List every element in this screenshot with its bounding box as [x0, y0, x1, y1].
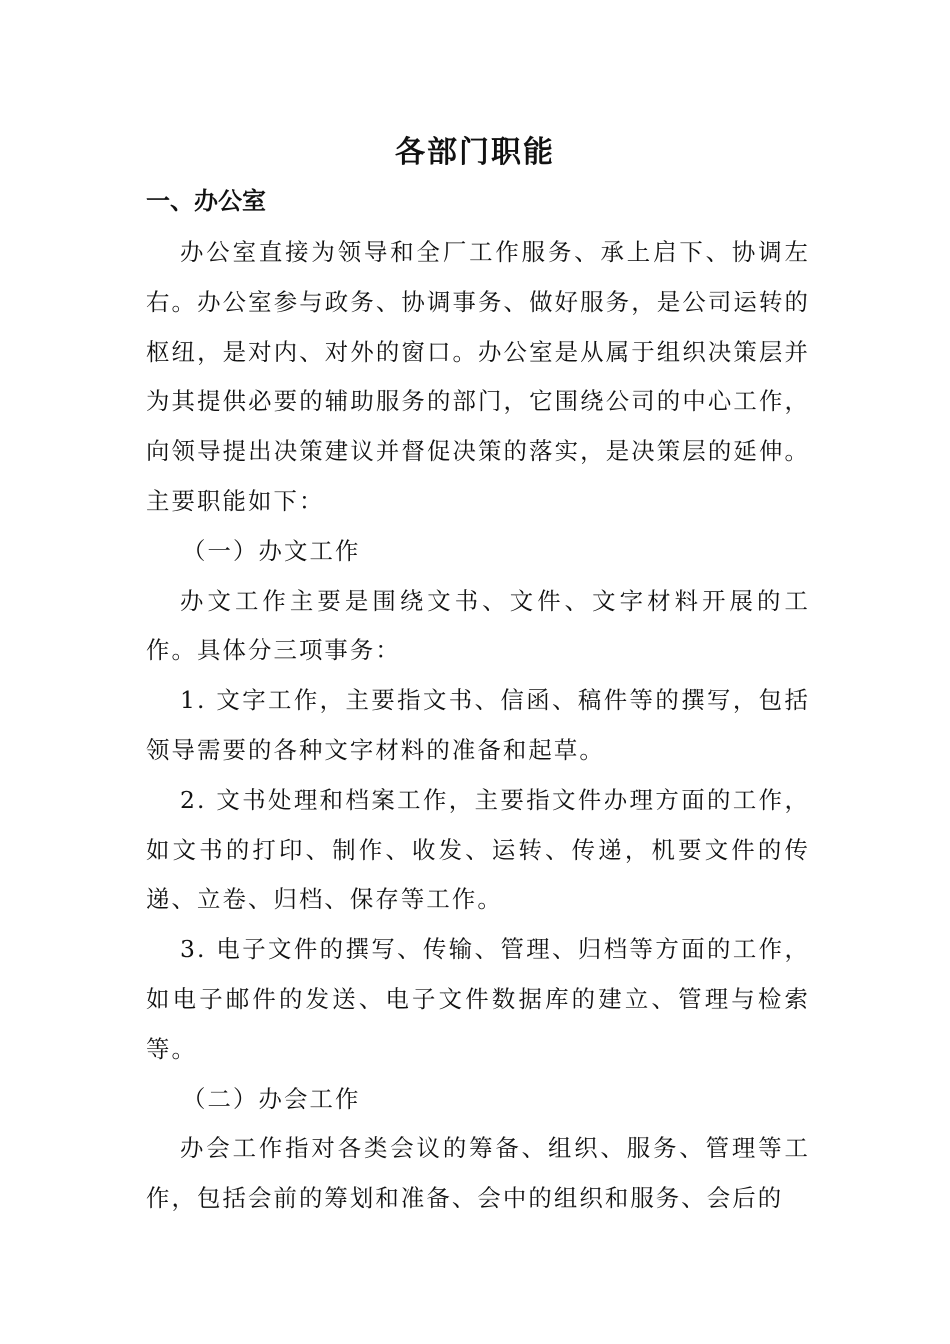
paragraph-meeting-work: 办会工作指对各类会议的筹备、组织、服务、管理等工作，包括会前的筹划和准备、会中的组织和服务、会后的	[146, 1134, 810, 1213]
paragraph-intro: 办公室直接为领导和全厂工作服务、承上启下、协调左右。办公室参与政务、协调事务、做好服务，是公司运转的枢纽，是对内、对外的窗口。办公室是从属于组织决策层并为其提供必要的辅助服务的部门，它围绕公司的中心工作，向领导提出决策建议并督促决策的落实，是决策层的延伸。主要职能如下：	[146, 238, 810, 515]
document-body	[146, 228, 810, 1224]
paragraph-document-work: 办文工作主要是围绕文书、文件、文字材料开展的工作。具体分三项事务：	[146, 586, 810, 665]
subheading-meeting-work: （二）办会工作	[182, 1084, 361, 1113]
list-item-2: 2. 文书处理和档案工作，主要指文件办理方面的工作，如文书的打印、制作、收发、运转、传递，机要文件的传递、立卷、归档、保存等工作。	[146, 785, 810, 914]
section-heading: 一、办公室	[146, 187, 266, 215]
list-item-1: 1. 文字工作，主要指文书、信函、稿件等的撰写，包括领导需要的各种文字材料的准备和起草。	[146, 686, 810, 764]
list-item-3: 3. 电子文件的撰写、传输、管理、归档等方面的工作，如电子邮件的发送、电子文件数据库的建立、管理与检索等。	[146, 935, 810, 1063]
subheading-document-work: （一）办文工作	[182, 536, 361, 565]
document-title: 各部门职能	[395, 135, 555, 170]
